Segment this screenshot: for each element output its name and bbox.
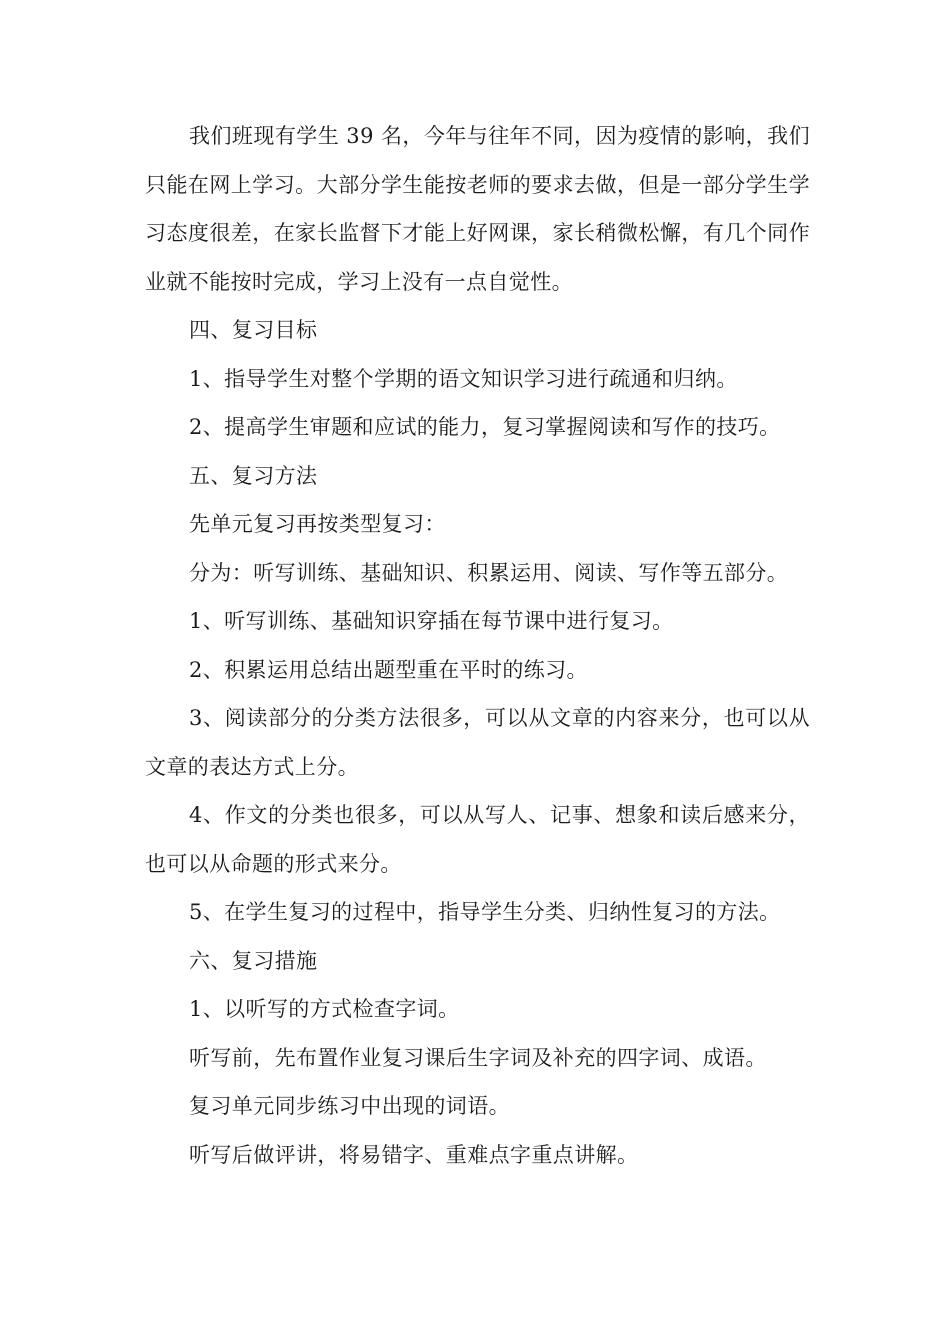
paragraph-method-intro: 先单元复习再按类型复习： [189, 512, 446, 536]
document-body [145, 112, 810, 1179]
paragraph-measure-review-words: 复习单元同步练习中出现的词语。 [189, 1094, 510, 1118]
paragraph-class-situation: 我们班现有学生 39 名，今年与往年不同，因为疫情的影响，我们只能在网上学习。大部分学生能按老师的要求去做，但是一部分学生学习态度很差，在家长监督下才能上好网课，家长稍微松懈，有几个同作业就不能按时完成，学习上没有一点自觉性。 [145, 124, 810, 294]
paragraph-method-parts: 分为：听写训练、基础知识、积累运用、阅读、写作等五部分。 [189, 560, 789, 585]
paragraph-method-1: 1、听写训练、基础知识穿插在每节课中进行复习。 [189, 609, 674, 633]
heading-review-measures: 六、复习措施 [189, 948, 318, 973]
paragraph-measure-1: 1、以听写的方式检查字词。 [189, 997, 460, 1021]
paragraph-measure-dictation-after: 听写后做评讲，将易错字、重难点字重点讲解。 [189, 1142, 639, 1167]
paragraph-method-3: 3、阅读部分的分类方法很多，可以从文章的内容来分，也可以从文章的表达方式上分。 [145, 706, 810, 779]
paragraph-method-5: 5、在学生复习的过程中，指导学生分类、归纳性复习的方法。 [189, 900, 781, 924]
paragraph-goal-1: 1、指导学生对整个学期的语文知识学习进行疏通和归纳。 [189, 366, 738, 391]
heading-review-goals: 四、复习目标 [189, 318, 318, 342]
paragraph-measure-dictation-before: 听写前，先布置作业复习课后生字词及补充的四字词、成语。 [189, 1045, 767, 1070]
paragraph-method-4: 4、作文的分类也很多，可以从写人、记事、想象和读后感来分，也可以从命题的形式来分。 [145, 803, 810, 876]
paragraph-method-2: 2、积累运用总结出题型重在平时的练习。 [189, 657, 588, 682]
heading-review-methods: 五、复习方法 [189, 463, 318, 488]
paragraph-goal-2: 2、提高学生审题和应试的能力，复习掌握阅读和写作的技巧。 [189, 415, 781, 439]
